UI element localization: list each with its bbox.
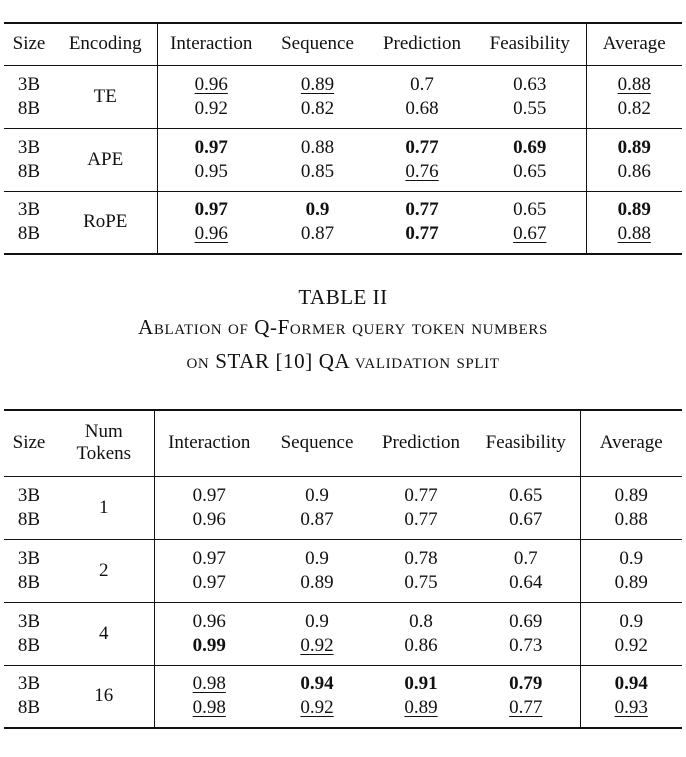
size-cell [4, 665, 54, 728]
metric-pair [155, 484, 265, 532]
metric-text: 0.87 [300, 508, 334, 530]
metric-value [155, 547, 265, 571]
metric-value [264, 672, 370, 696]
metric-value [370, 696, 472, 720]
metric-value [155, 571, 265, 595]
metric-value [581, 634, 683, 658]
metric-text: 0.77 [405, 136, 439, 158]
metric-value [155, 484, 265, 508]
column-header: Size [4, 410, 54, 476]
metric-text: 0.9 [619, 610, 644, 632]
metric-pair [474, 136, 586, 184]
table-caption-line1: Ablation of Q-Former query token numbers [138, 315, 548, 339]
metric-pair [472, 672, 580, 720]
metric-pair [581, 610, 683, 658]
metric-value [158, 198, 266, 222]
metric-text: 0.89 [617, 199, 651, 221]
token-ablation-table [4, 409, 682, 729]
metric-text: 0.95 [194, 160, 228, 182]
metric-value [581, 508, 683, 532]
metric-pair [158, 136, 266, 184]
metric-pair [370, 198, 474, 246]
metric-text: 0.89 [300, 571, 334, 593]
column-header: Interaction [157, 23, 265, 65]
metric-value [474, 136, 586, 160]
metric-value [158, 97, 266, 121]
metric-value [587, 222, 683, 246]
metric-cell [154, 602, 264, 665]
metric-text: 0.69 [509, 610, 543, 632]
metric-value [155, 696, 265, 720]
encoding-ablation-table [4, 22, 682, 255]
size-label: 3B [17, 136, 41, 158]
metric-value [472, 672, 580, 696]
metric-value [265, 222, 370, 246]
metric-value [370, 547, 472, 571]
metric-cell [370, 602, 472, 665]
table-row [4, 476, 682, 539]
metric-cell [370, 128, 474, 191]
metric-text: 0.77 [404, 508, 438, 530]
row-label: APE [54, 128, 157, 191]
metric-value [370, 222, 474, 246]
metric-cell [586, 65, 682, 128]
column-header: Feasibility [472, 410, 580, 476]
size-label: 8B [17, 223, 41, 245]
metric-value [472, 696, 580, 720]
metric-value [581, 571, 683, 595]
column-header [54, 410, 154, 476]
table-row [4, 128, 682, 191]
header-tokens-line: Tokens [76, 443, 132, 465]
column-header: Sequence [264, 410, 370, 476]
metric-text: 0.98 [192, 673, 226, 695]
metric-pair [370, 136, 474, 184]
metric-text: 0.88 [617, 73, 651, 95]
metric-pair [265, 136, 370, 184]
metric-cell [472, 602, 580, 665]
column-header: Average [580, 410, 682, 476]
table-number: TABLE II [298, 285, 388, 309]
metric-pair [264, 484, 370, 532]
metric-text: 0.93 [614, 697, 648, 719]
metric-pair [370, 672, 472, 720]
metric-pair [155, 547, 265, 595]
row-label: 4 [54, 602, 154, 665]
metric-text: 0.86 [404, 634, 438, 656]
metric-text: 0.77 [405, 223, 439, 245]
metric-value [587, 136, 683, 160]
metric-value [581, 610, 683, 634]
metric-text: 0.67 [513, 223, 547, 245]
size-label: 3B [17, 610, 41, 632]
header-num-line: Num [84, 421, 123, 443]
size-label: 8B [17, 634, 41, 656]
metric-text: 0.67 [509, 508, 543, 530]
metric-pair [264, 672, 370, 720]
metric-text: 0.96 [194, 73, 228, 95]
metric-cell [580, 476, 682, 539]
metric-text: 0.87 [300, 223, 335, 245]
table-row [4, 602, 682, 665]
metric-cell [370, 65, 474, 128]
metric-text: 0.9 [305, 199, 330, 221]
metric-text: 0.7 [513, 547, 538, 569]
metric-text: 0.98 [192, 697, 226, 719]
metric-text: 0.79 [509, 673, 543, 695]
metric-cell [265, 191, 370, 254]
metric-text: 0.99 [192, 634, 226, 656]
metric-cell [370, 191, 474, 254]
metric-pair [370, 547, 472, 595]
column-header: Feasibility [474, 23, 586, 65]
metric-value [587, 97, 683, 121]
row-label: 1 [54, 476, 154, 539]
metric-text: 0.94 [614, 673, 648, 695]
metric-value [474, 97, 586, 121]
metric-text: 0.82 [617, 97, 651, 119]
metric-cell [154, 476, 264, 539]
metric-text: 0.78 [404, 547, 438, 569]
metric-cell [472, 665, 580, 728]
metric-text: 0.86 [617, 160, 651, 182]
size-cell [4, 476, 54, 539]
metric-value [474, 160, 586, 184]
metric-value [155, 634, 265, 658]
metric-pair [587, 73, 683, 121]
metric-cell [157, 191, 265, 254]
metric-text: 0.89 [300, 73, 335, 95]
size-cell [4, 602, 54, 665]
metric-text: 0.68 [405, 97, 439, 119]
size-label: 8B [17, 571, 41, 593]
metric-cell [265, 65, 370, 128]
size-label: 3B [17, 673, 41, 695]
metric-text: 0.88 [617, 223, 651, 245]
metric-value [158, 73, 266, 97]
metric-pair [370, 610, 472, 658]
metric-text: 0.96 [194, 223, 228, 245]
metric-value [264, 508, 370, 532]
metric-pair [155, 672, 265, 720]
metric-pair [472, 547, 580, 595]
metric-value [472, 610, 580, 634]
metric-pair [472, 610, 580, 658]
metric-value [264, 571, 370, 595]
metric-pair [155, 610, 265, 658]
metric-pair [581, 547, 683, 595]
metric-text: 0.89 [614, 571, 648, 593]
metric-cell [154, 539, 264, 602]
metric-value [265, 136, 370, 160]
metric-value [474, 73, 586, 97]
metric-cell [586, 191, 682, 254]
metric-cell [154, 665, 264, 728]
metric-text: 0.77 [404, 484, 438, 506]
metric-text: 0.9 [619, 547, 644, 569]
metric-value [472, 547, 580, 571]
metric-value [472, 571, 580, 595]
metric-value [265, 73, 370, 97]
metric-pair [581, 484, 683, 532]
metric-text: 0.73 [509, 634, 543, 656]
metric-value [472, 634, 580, 658]
metric-value [370, 634, 472, 658]
metric-value [155, 672, 265, 696]
metric-value [264, 484, 370, 508]
metric-value [581, 547, 683, 571]
metric-value [370, 571, 472, 595]
metric-cell [580, 539, 682, 602]
metric-cell [474, 128, 586, 191]
metric-pair [587, 198, 683, 246]
metric-value [158, 222, 266, 246]
metric-pair [265, 198, 370, 246]
metric-pair [265, 73, 370, 121]
metric-text: 0.97 [192, 547, 226, 569]
metric-value [155, 610, 265, 634]
metric-text: 0.96 [192, 610, 226, 632]
metric-value [581, 672, 683, 696]
metric-text: 0.77 [405, 199, 439, 221]
metric-text: 0.63 [513, 73, 547, 95]
metric-pair [264, 610, 370, 658]
size-label: 3B [17, 484, 41, 506]
metric-value [472, 508, 580, 532]
metric-value [370, 160, 474, 184]
size-cell [4, 191, 54, 254]
metric-text: 0.97 [194, 136, 228, 158]
header-row [4, 23, 682, 65]
metric-value [370, 136, 474, 160]
size-cell [4, 128, 54, 191]
metric-cell [474, 65, 586, 128]
size-label: 8B [17, 97, 41, 119]
column-header: Size [4, 23, 54, 65]
metric-cell [370, 539, 472, 602]
metric-cell [472, 539, 580, 602]
metric-text: 0.88 [614, 508, 648, 530]
metric-text: 0.82 [300, 97, 335, 119]
metric-text: 0.77 [509, 697, 543, 719]
column-header: Prediction [370, 410, 472, 476]
metric-pair [474, 198, 586, 246]
metric-value [158, 136, 266, 160]
metric-cell [370, 476, 472, 539]
metric-text: 0.75 [404, 571, 438, 593]
metric-value [264, 634, 370, 658]
metric-value [370, 73, 474, 97]
metric-value [264, 610, 370, 634]
metric-text: 0.92 [300, 697, 334, 719]
metric-text: 0.92 [614, 634, 648, 656]
metric-value [370, 672, 472, 696]
table-row [4, 191, 682, 254]
size-label: 3B [17, 73, 41, 95]
metric-cell [265, 128, 370, 191]
metric-text: 0.91 [404, 673, 438, 695]
metric-value [370, 484, 472, 508]
metric-text: 0.88 [300, 136, 335, 158]
row-label: 2 [54, 539, 154, 602]
metric-text: 0.94 [300, 673, 334, 695]
metric-value [158, 160, 266, 184]
metric-text: 0.85 [300, 160, 335, 182]
metric-text: 0.92 [300, 634, 334, 656]
metric-cell [264, 665, 370, 728]
table-row [4, 539, 682, 602]
header-row [4, 410, 682, 476]
size-label: 8B [17, 160, 41, 182]
metric-text: 0.64 [509, 571, 543, 593]
metric-text: 0.69 [513, 136, 547, 158]
metric-text: 0.76 [405, 160, 439, 182]
metric-pair [474, 73, 586, 121]
metric-cell [157, 128, 265, 191]
size-label: 8B [17, 697, 41, 719]
metric-cell [264, 602, 370, 665]
row-label: 16 [54, 665, 154, 728]
metric-text: 0.9 [305, 610, 329, 632]
metric-text: 0.65 [513, 160, 547, 182]
column-header: Average [586, 23, 682, 65]
metric-value [587, 73, 683, 97]
metric-text: 0.65 [513, 199, 547, 221]
column-header: Prediction [370, 23, 474, 65]
metric-pair [158, 73, 266, 121]
metric-text: 0.9 [305, 547, 329, 569]
metric-cell [264, 476, 370, 539]
metric-pair [472, 484, 580, 532]
metric-text: 0.65 [509, 484, 543, 506]
table-caption-line2: on STAR [10] QA validation split [186, 349, 500, 373]
metric-text: 0.96 [192, 508, 226, 530]
metric-value [581, 696, 683, 720]
metric-value [155, 508, 265, 532]
metric-text: 0.55 [513, 97, 547, 119]
metric-text: 0.9 [305, 484, 329, 506]
metric-value [264, 547, 370, 571]
metric-value [265, 160, 370, 184]
metric-value [581, 484, 683, 508]
metric-value [370, 97, 474, 121]
metric-value [472, 484, 580, 508]
metric-cell [580, 665, 682, 728]
metric-text: 0.89 [404, 697, 438, 719]
metric-cell [586, 128, 682, 191]
metric-cell [264, 539, 370, 602]
metric-text: 0.92 [194, 97, 228, 119]
metric-text: 0.97 [194, 199, 228, 221]
size-label: 8B [17, 508, 41, 530]
row-label: RoPE [54, 191, 157, 254]
metric-pair [264, 547, 370, 595]
metric-value [587, 198, 683, 222]
column-header: Interaction [154, 410, 264, 476]
metric-text: 0.89 [617, 136, 651, 158]
metric-cell [157, 65, 265, 128]
column-header: Sequence [265, 23, 370, 65]
metric-pair [370, 484, 472, 532]
size-cell [4, 539, 54, 602]
metric-cell [474, 191, 586, 254]
metric-pair [370, 73, 474, 121]
metric-cell [580, 602, 682, 665]
table-row [4, 65, 682, 128]
size-cell [4, 65, 54, 128]
metric-value [265, 198, 370, 222]
metric-pair [581, 672, 683, 720]
column-header: Encoding [54, 23, 157, 65]
metric-value [474, 198, 586, 222]
metric-value [264, 696, 370, 720]
metric-text: 0.8 [409, 610, 433, 632]
row-label: TE [54, 65, 157, 128]
size-label: 3B [17, 547, 41, 569]
metric-pair [158, 198, 266, 246]
table-row [4, 665, 682, 728]
metric-value [370, 508, 472, 532]
metric-cell [370, 665, 472, 728]
metric-pair [587, 136, 683, 184]
metric-text: 0.7 [410, 73, 434, 95]
metric-text: 0.97 [192, 571, 226, 593]
metric-text: 0.97 [192, 484, 226, 506]
metric-value [474, 222, 586, 246]
metric-text: 0.89 [614, 484, 648, 506]
metric-value [370, 198, 474, 222]
metric-cell [472, 476, 580, 539]
metric-value [587, 160, 683, 184]
size-label: 3B [17, 199, 41, 221]
metric-value [265, 97, 370, 121]
metric-value [370, 610, 472, 634]
